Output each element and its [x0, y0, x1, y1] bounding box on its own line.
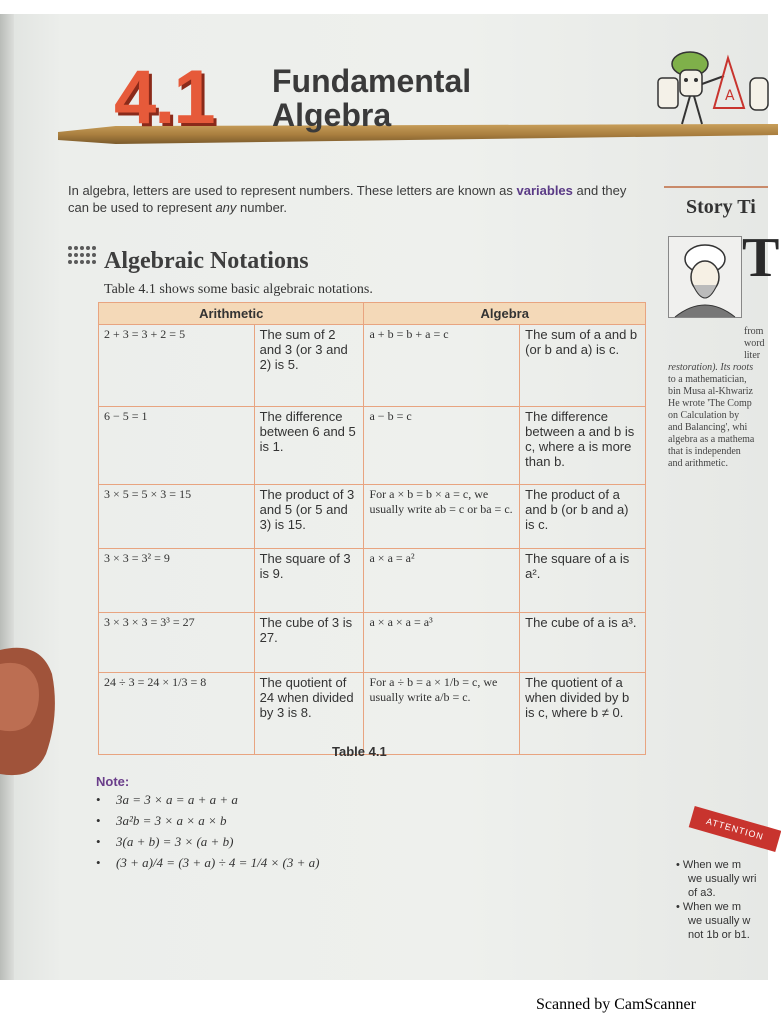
alg-expression: a × a × a = a³ [364, 613, 520, 673]
intro-keyword: variables [516, 183, 573, 198]
page-edge [0, 14, 14, 980]
story-title: Story Ti [686, 196, 756, 218]
story-line: to a mathematician, [668, 374, 747, 385]
table-row [99, 613, 646, 673]
arith-description: The square of 3 is 9. [254, 549, 364, 613]
arith-expression: 3 × 3 = 3² = 9 [99, 549, 255, 613]
table-row [99, 549, 646, 613]
story-line: and Balancing', whi [668, 422, 748, 433]
alg-description: The square of a is a². [520, 549, 646, 613]
story-text [668, 326, 768, 470]
section-number: 4.1 [114, 55, 214, 140]
portrait-illustration-icon [668, 236, 742, 318]
story-line: and arithmetic. [668, 458, 728, 469]
attention-list [676, 858, 776, 942]
table-intro: Table 4.1 shows some basic algebraic notations. [104, 282, 373, 297]
attention-line: • When we m [676, 859, 741, 871]
arith-description: The difference between 6 and 5 is 1. [254, 407, 364, 485]
story-line: from [744, 326, 764, 337]
attention-line: we usually w [688, 915, 751, 927]
story-dropcap: T [742, 227, 780, 289]
intro-text-2: and they can be used to represent [68, 183, 627, 215]
arith-expression: 2 + 3 = 3 + 2 = 5 [99, 325, 255, 407]
arith-expression: 3 × 3 × 3 = 3³ = 27 [99, 613, 255, 673]
intro-paragraph [68, 182, 648, 216]
story-line: algebra as a mathema [668, 434, 755, 445]
alg-expression: For a ÷ b = a × 1/b = c, we usually write a/b = c. [364, 673, 520, 755]
finger-icon [0, 644, 56, 780]
alg-expression: a × a = a² [364, 549, 520, 613]
alg-description: The cube of a is a³. [520, 613, 646, 673]
story-line: that is independen [668, 446, 741, 457]
table-row [99, 485, 646, 549]
scanner-watermark: Scanned by CamScanner [536, 996, 696, 1013]
note-item: • (3 + a)/4 = (3 + a) ÷ 4 = 1/4 × (3 + a) [96, 855, 319, 876]
story-line: liter [744, 350, 761, 361]
note-list [96, 792, 319, 876]
note-item: • 3(a + b) = 3 × (a + b) [96, 834, 319, 855]
arith-description: The cube of 3 is 27. [254, 613, 364, 673]
alg-expression: a + b = b + a = c [364, 325, 520, 407]
alg-description: The difference between a and b is c, where a is more than b. [520, 407, 646, 485]
alg-expression: a − b = c [364, 407, 520, 485]
attention-line: of a3. [688, 887, 716, 899]
header-arithmetic: Arithmetic [99, 303, 364, 325]
arith-expression: 24 ÷ 3 = 24 × 1/3 = 8 [99, 673, 255, 755]
arith-description: The sum of 2 and 3 (or 3 and 2) is 5. [254, 325, 364, 407]
attention-line: we usually wri [688, 873, 757, 885]
table-row [99, 407, 646, 485]
attention-banner: ATTENTION [689, 806, 781, 852]
table-row [99, 673, 646, 755]
intro-text-3: number. [240, 200, 288, 215]
story-line: bin Musa al-Khwariz [668, 386, 753, 397]
dot-grid-icon [66, 242, 98, 268]
alg-description: The sum of a and b (or b and a) is c. [520, 325, 646, 407]
story-line: He wrote 'The Comp [668, 398, 752, 409]
alg-description: The quotient of a when divided by b is c, where b ≠ 0. [520, 673, 646, 755]
story-line: word [744, 338, 765, 349]
story-rule [664, 186, 768, 188]
header-algebra: Algebra [364, 303, 646, 325]
attention-line: not 1b or b1. [688, 929, 750, 941]
note-title: Note: [96, 774, 130, 789]
subsection-title: Algebraic Notations [104, 248, 309, 274]
alg-description: The product of a and b (or b and a) is c. [520, 485, 646, 549]
intro-emphasis: any [215, 200, 237, 215]
section-title-line2: Algebra [272, 97, 392, 133]
alg-expression: For a × b = b × a = c, we usually write ab = c or ba = c. [364, 485, 520, 549]
table-row [99, 325, 646, 407]
notation-table [98, 302, 646, 755]
cartoon-mascot-icon [650, 48, 768, 128]
svg-text:A: A [725, 88, 735, 104]
arith-description: The product of 3 and 5 (or 5 and 3) is 15. [254, 485, 364, 549]
table-caption: Table 4.1 [332, 744, 387, 759]
note-item: • 3a = 3 × a = a + a + a [96, 792, 319, 813]
arith-description: The quotient of 24 when divided by 3 is 8. [254, 673, 364, 755]
note-item: • 3a²b = 3 × a × a × b [96, 813, 319, 834]
attention-line: • When we m [676, 901, 741, 913]
story-line: on Calculation by [668, 410, 740, 421]
arith-expression: 3 × 5 = 5 × 3 = 15 [99, 485, 255, 549]
section-title-line1: Fundamental [272, 63, 472, 99]
intro-text-1: In algebra, letters are used to represent numbers. These letters are known as [68, 183, 513, 198]
section-title [272, 64, 471, 132]
table-header-row [99, 303, 646, 325]
story-line: restoration). Its roots [668, 362, 754, 373]
arith-expression: 6 − 5 = 1 [99, 407, 255, 485]
